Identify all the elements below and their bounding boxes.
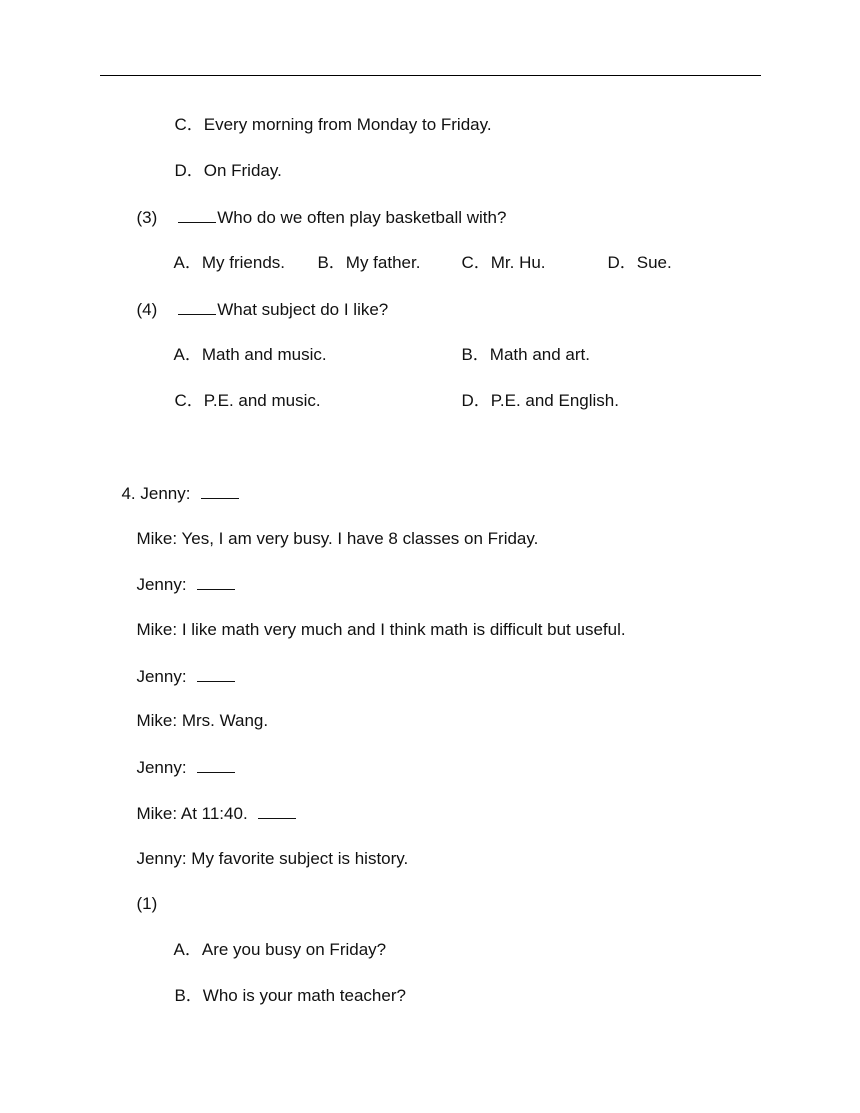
option-letter: D． [607,253,637,272]
option-text: Sue. [636,253,672,272]
q3-option-d [598,230,672,274]
dialogue-text: Yes, I am very busy. I have 8 classes on Friday. [181,529,539,548]
sub1-option-b [165,963,406,1007]
option-letter: C． [174,391,204,410]
dialogue-line-9 [127,826,408,870]
q4-option-d [452,368,619,412]
question-text: Who do we often play basketball with? [217,208,507,227]
dialogue-line-3 [127,551,236,596]
q3-option-a [165,230,285,274]
speaker: Jenny: [136,667,187,686]
dialogue-line-4 [127,597,626,641]
question-text: What subject do I like? [217,300,389,319]
option-text: Every morning from Monday to Friday. [203,115,492,134]
answer-blank[interactable] [178,298,216,315]
q3-option-b [308,230,420,274]
option-letter: A． [173,253,202,272]
option-text: Who is your math teacher? [202,986,406,1005]
speaker: Mike: [136,620,178,639]
option-c [165,92,492,136]
answer-blank[interactable] [201,482,239,499]
speaker: Jenny: [140,484,191,503]
option-text: Mr. Hu. [490,253,546,272]
option-letter: C． [461,253,491,272]
speaker: Mike: [136,711,178,730]
dialogue-line-8 [127,780,297,825]
answer-blank[interactable] [178,206,216,223]
question-3 [127,184,506,229]
dialogue-text: Mrs. Wang. [181,711,269,730]
option-letter: A． [173,940,202,959]
option-letter: B． [174,986,203,1005]
answer-blank[interactable] [197,756,235,773]
option-letter: D． [461,391,491,410]
sub-question-1 [127,871,157,915]
q4-option-c [165,368,321,412]
option-text: Are you busy on Friday? [201,940,387,959]
dialogue-text: My favorite subject is history. [191,849,409,868]
dialogue-line-5 [127,643,236,688]
question-number: (4) [136,300,158,319]
dialogue-text: I like math very much and I think math is difficult but useful. [181,620,626,639]
speaker: Jenny: [136,849,187,868]
speaker: Mike: [136,529,178,548]
dialogue-text: At 11:40. [180,804,248,823]
option-text: My father. [345,253,421,272]
speaker: Jenny: [136,758,187,777]
option-text: P.E. and music. [203,391,321,410]
option-text: On Friday. [203,161,282,180]
speaker: Jenny: [136,575,187,594]
dialogue-line-6 [127,688,268,732]
q4-option-b [452,322,590,366]
answer-blank[interactable] [197,665,235,682]
question-number: (3) [136,208,158,227]
option-letter: B． [461,345,490,364]
q3-option-c [452,230,546,274]
q4-option-a [165,322,327,366]
option-text: Math and art. [489,345,590,364]
option-text: Math and music. [201,345,327,364]
option-d [165,138,282,182]
answer-blank[interactable] [197,573,235,590]
answer-blank[interactable] [258,802,296,819]
dialogue-line-1 [112,460,240,505]
question-number: (1) [136,894,158,913]
option-letter: D． [174,161,204,180]
sub1-option-a [165,917,386,961]
section-number: 4. [121,484,136,503]
dialogue-line-7 [127,734,236,779]
dialogue-line-2 [127,506,538,550]
header-rule [100,75,761,76]
question-4 [127,276,388,321]
option-text: My friends. [201,253,285,272]
option-letter: A． [173,345,202,364]
option-letter: B． [317,253,346,272]
option-letter: C． [174,115,204,134]
option-text: P.E. and English. [490,391,619,410]
speaker: Mike: [136,804,178,823]
